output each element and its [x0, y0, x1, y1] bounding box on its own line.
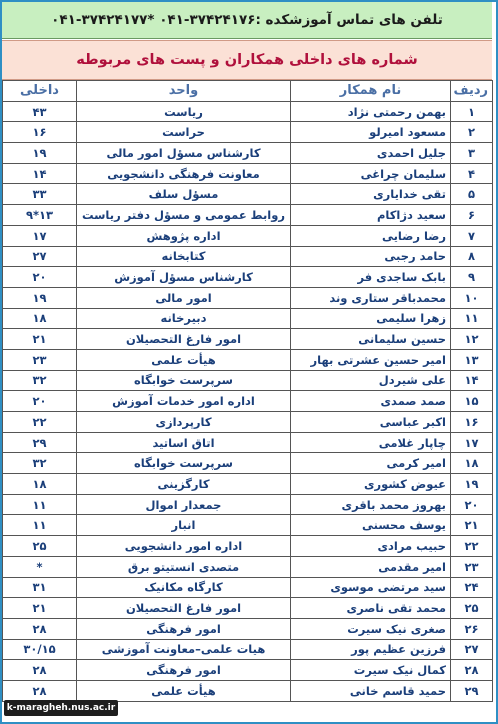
- colleague-name: عیوض کشوری: [291, 474, 451, 495]
- table-row: [3, 184, 493, 205]
- colleague-name: سعید دژاکام: [291, 205, 451, 226]
- table-row: [3, 205, 493, 226]
- extension-number: ۲۰: [3, 391, 77, 412]
- unit-name: امور فارغ التحصیلان: [77, 598, 291, 619]
- row-number: ۶: [451, 205, 493, 226]
- colleague-name: امیر حسین عشرتی بهار: [291, 349, 451, 370]
- unit-name: امور فرهنگی: [77, 618, 291, 639]
- table-row: [3, 432, 493, 453]
- unit-name: اداره امور دانشجویی: [77, 536, 291, 557]
- row-number: ۱۹: [451, 474, 493, 495]
- table-row: [3, 101, 493, 122]
- unit-name: روابط عمومی و مسؤل دفتر ریاست: [77, 205, 291, 226]
- unit-name: اداره پژوهش: [77, 225, 291, 246]
- table-row: [3, 494, 493, 515]
- colleague-name: سید مرتضی موسوی: [291, 577, 451, 598]
- extension-number: ۳۱: [3, 577, 77, 598]
- extension-number: ۲۸: [3, 680, 77, 701]
- table-row: [3, 143, 493, 164]
- unit-name: هیات علمی–معاونت آموزشی: [77, 639, 291, 660]
- unit-name: انبار: [77, 515, 291, 536]
- site-watermark: k-maragheh.nus.ac.ir: [4, 700, 118, 716]
- extension-number: ۱۴: [3, 163, 77, 184]
- unit-name: امور فرهنگی: [77, 660, 291, 681]
- colleague-name: امیر کرمی: [291, 453, 451, 474]
- colleague-name: محمد تقی ناصری: [291, 598, 451, 619]
- table-row: [3, 349, 493, 370]
- extension-number: *: [3, 556, 77, 577]
- unit-name: معاونت فرهنگی دانشجویی: [77, 163, 291, 184]
- extension-number: ۱۸: [3, 474, 77, 495]
- table-row: [3, 577, 493, 598]
- table-row: [3, 412, 493, 433]
- colleague-name: مسعود امیرلو: [291, 122, 451, 143]
- colleague-name: امیر مقدمی: [291, 556, 451, 577]
- colleague-name: زهرا سلیمی: [291, 308, 451, 329]
- column-header-unit: واحد: [77, 81, 291, 102]
- table-row: [3, 536, 493, 557]
- row-number: ۱۸: [451, 453, 493, 474]
- extension-number: ۴۳: [3, 101, 77, 122]
- unit-name: کارپردازی: [77, 412, 291, 433]
- unit-name: امور مالی: [77, 287, 291, 308]
- row-number: ۲۱: [451, 515, 493, 536]
- extension-number: ۳۳: [3, 184, 77, 205]
- extension-number: ۲۵: [3, 536, 77, 557]
- table-row: [3, 122, 493, 143]
- row-number: ۲: [451, 122, 493, 143]
- row-number: ۱: [451, 101, 493, 122]
- unit-name: مسؤل سلف: [77, 184, 291, 205]
- colleague-name: صغری نیک سیرت: [291, 618, 451, 639]
- table-row: [3, 515, 493, 536]
- row-number: ۱۶: [451, 412, 493, 433]
- row-number: ۲۴: [451, 577, 493, 598]
- table-row: [3, 329, 493, 350]
- extension-number: ۱۹: [3, 287, 77, 308]
- extension-number: ۱۶: [3, 122, 77, 143]
- extension-number: ۱۸: [3, 308, 77, 329]
- column-header-row-number: ردیف: [451, 81, 493, 102]
- extension-number: ۲۱: [3, 598, 77, 619]
- table-row: [3, 556, 493, 577]
- unit-name: اتاق اساتید: [77, 432, 291, 453]
- column-header-extension: داخلی: [3, 81, 77, 102]
- row-number: ۲۹: [451, 680, 493, 701]
- extension-number: ۳۰/۱۵: [3, 639, 77, 660]
- unit-name: جمعدار اموال: [77, 494, 291, 515]
- row-number: ۲۷: [451, 639, 493, 660]
- colleague-name: حسین سلیمانی: [291, 329, 451, 350]
- unit-name: کارگاه مکانیک: [77, 577, 291, 598]
- row-number: ۱۷: [451, 432, 493, 453]
- row-number: ۱۲: [451, 329, 493, 350]
- colleague-name: یوسف محسنی: [291, 515, 451, 536]
- row-number: ۹: [451, 267, 493, 288]
- row-number: ۷: [451, 225, 493, 246]
- extension-number: ۱۷: [3, 225, 77, 246]
- row-number: ۱۵: [451, 391, 493, 412]
- extension-number: ۳۲: [3, 370, 77, 391]
- row-number: ۸: [451, 246, 493, 267]
- unit-name: دبیرخانه: [77, 308, 291, 329]
- colleague-name: سلیمان چراغی: [291, 163, 451, 184]
- unit-name: متصدی انستیتو برق: [77, 556, 291, 577]
- row-number: ۴: [451, 163, 493, 184]
- unit-name: کارشناس مسؤل آموزش: [77, 267, 291, 288]
- colleague-name: بابک ساجدی فر: [291, 267, 451, 288]
- column-header-colleague-name: نام همکار: [291, 81, 451, 102]
- table-row: [3, 639, 493, 660]
- extension-number: ۲۷: [3, 246, 77, 267]
- table-row: [3, 308, 493, 329]
- row-number: ۱۱: [451, 308, 493, 329]
- table-row: [3, 660, 493, 681]
- table-row: [3, 391, 493, 412]
- row-number: ۲۸: [451, 660, 493, 681]
- row-number: ۱۳: [451, 349, 493, 370]
- row-number: ۲۲: [451, 536, 493, 557]
- table-row: [3, 246, 493, 267]
- row-number: ۲۰: [451, 494, 493, 515]
- colleague-name: حمید قاسم خانی: [291, 680, 451, 701]
- colleague-name: علی شیردل: [291, 370, 451, 391]
- table-row: [3, 287, 493, 308]
- table-row: [3, 598, 493, 619]
- row-number: ۲۵: [451, 598, 493, 619]
- extension-number: ۳۲: [3, 453, 77, 474]
- extension-number: ۲۱: [3, 329, 77, 350]
- colleague-name: بهمن رحمتی نژاد: [291, 101, 451, 122]
- extension-number: ۲۸: [3, 660, 77, 681]
- row-number: ۲۶: [451, 618, 493, 639]
- extensions-table: [2, 80, 493, 702]
- row-number: ۳: [451, 143, 493, 164]
- colleague-name: بهروز محمد باقری: [291, 494, 451, 515]
- unit-name: سرپرست خوابگاه: [77, 453, 291, 474]
- colleague-name: صمد صمدی: [291, 391, 451, 412]
- table-row: [3, 267, 493, 288]
- colleague-name: حامد رجبی: [291, 246, 451, 267]
- page-title: شماره های داخلی همکاران و پست های مربوطه: [2, 40, 492, 80]
- table-row: [3, 225, 493, 246]
- extension-number: ۱۱: [3, 515, 77, 536]
- unit-name: سرپرست خوابگاه: [77, 370, 291, 391]
- extension-number: ۱۳*۹: [3, 205, 77, 226]
- table-row: [3, 680, 493, 701]
- unit-name: هیأت علمی: [77, 680, 291, 701]
- row-number: ۵: [451, 184, 493, 205]
- colleague-name: تقی خدایاری: [291, 184, 451, 205]
- extension-number: ۲۹: [3, 432, 77, 453]
- colleague-name: حبیب مرادی: [291, 536, 451, 557]
- colleague-name: فرزین عظیم پور: [291, 639, 451, 660]
- table-row: [3, 370, 493, 391]
- row-number: ۲۳: [451, 556, 493, 577]
- table-row: [3, 163, 493, 184]
- colleague-name: چاپار غلامی: [291, 432, 451, 453]
- row-number: ۱۴: [451, 370, 493, 391]
- extension-number: ۲۸: [3, 618, 77, 639]
- unit-name: حراست: [77, 122, 291, 143]
- colleague-name: رضا رضایی: [291, 225, 451, 246]
- colleague-name: جلیل احمدی: [291, 143, 451, 164]
- unit-name: کارشناس مسؤل امور مالی: [77, 143, 291, 164]
- extension-number: ۲۳: [3, 349, 77, 370]
- table-row: [3, 474, 493, 495]
- table-header-row: [3, 81, 493, 102]
- colleague-name: محمدباقر ستاری وند: [291, 287, 451, 308]
- table-row: [3, 618, 493, 639]
- extension-number: ۱۹: [3, 143, 77, 164]
- unit-name: ریاست: [77, 101, 291, 122]
- unit-name: هیأت علمی: [77, 349, 291, 370]
- extension-number: ۲۰: [3, 267, 77, 288]
- unit-name: کارگزینی: [77, 474, 291, 495]
- unit-name: اداره امور خدمات آموزش: [77, 391, 291, 412]
- extension-number: ۱۱: [3, 494, 77, 515]
- unit-name: کتابخانه: [77, 246, 291, 267]
- contact-phones-header: تلفن های تماس آموزشکده :۳۷۴۲۴۱۷۶-۰۴۱ *۳۷۴۲۴۱۷۷-۰۴۱: [2, 2, 492, 39]
- unit-name: امور فارغ التحصیلان: [77, 329, 291, 350]
- row-number: ۱۰: [451, 287, 493, 308]
- colleague-name: کمال نیک سیرت: [291, 660, 451, 681]
- table-row: [3, 453, 493, 474]
- colleague-name: اکبر عباسی: [291, 412, 451, 433]
- extension-number: ۲۲: [3, 412, 77, 433]
